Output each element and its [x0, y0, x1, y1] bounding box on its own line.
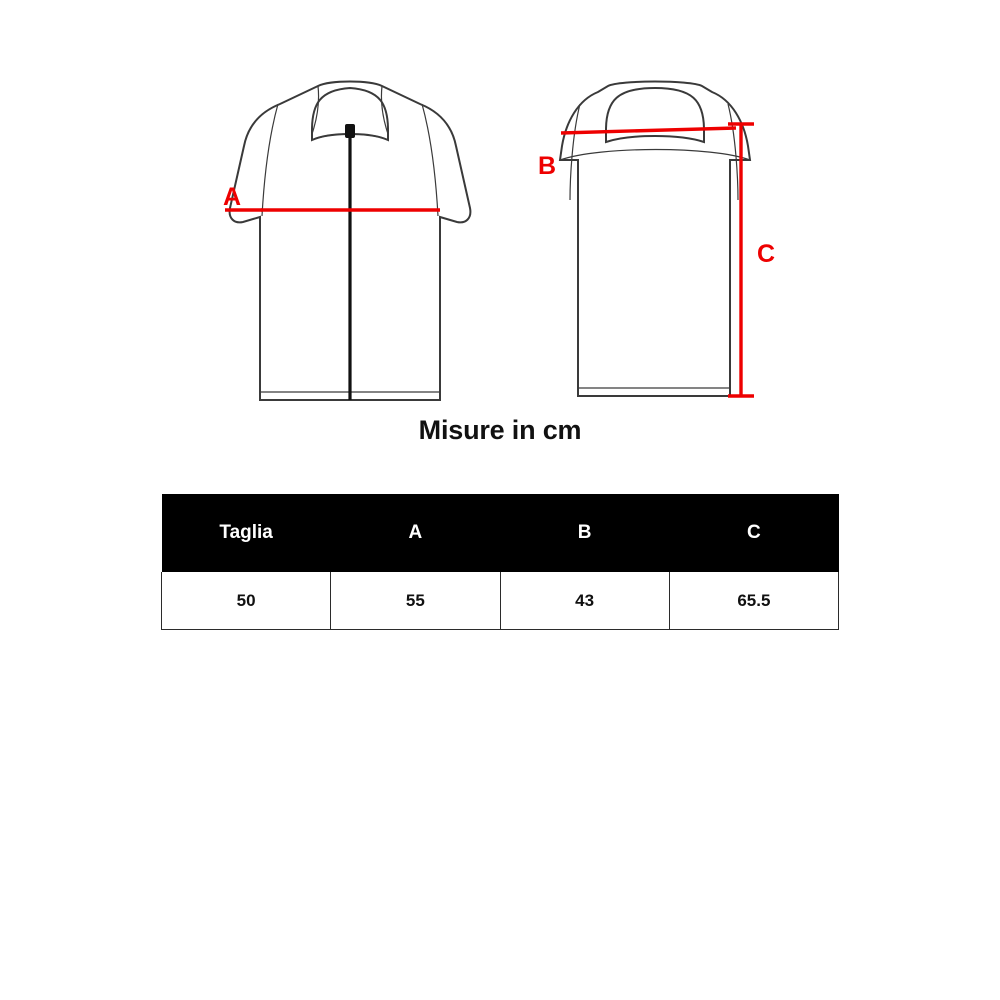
table-header-cell: C — [669, 494, 838, 572]
table-cell-b: 43 — [500, 572, 669, 630]
table-cell-size: 50 — [162, 572, 331, 630]
vest-measurement-diagram — [0, 0, 1000, 470]
size-table — [161, 494, 839, 630]
table-cell-c: 65.5 — [669, 572, 838, 630]
table-header-cell: B — [500, 494, 669, 572]
table-header-row — [162, 494, 839, 572]
table-header-cell: Taglia — [162, 494, 331, 572]
measurement-unit-caption: Misure in cm — [418, 415, 582, 445]
vest-front-view — [223, 82, 470, 401]
zipper-pull-icon — [345, 124, 355, 138]
measure-label-b: B — [537, 152, 557, 180]
table-row — [162, 572, 839, 630]
vest-back-view — [538, 82, 775, 397]
table-header-cell: A — [331, 494, 500, 572]
measure-label-a: A — [222, 183, 242, 211]
measure-label-c: C — [756, 240, 776, 268]
back-collar — [606, 88, 704, 142]
table-cell-a: 55 — [331, 572, 500, 630]
